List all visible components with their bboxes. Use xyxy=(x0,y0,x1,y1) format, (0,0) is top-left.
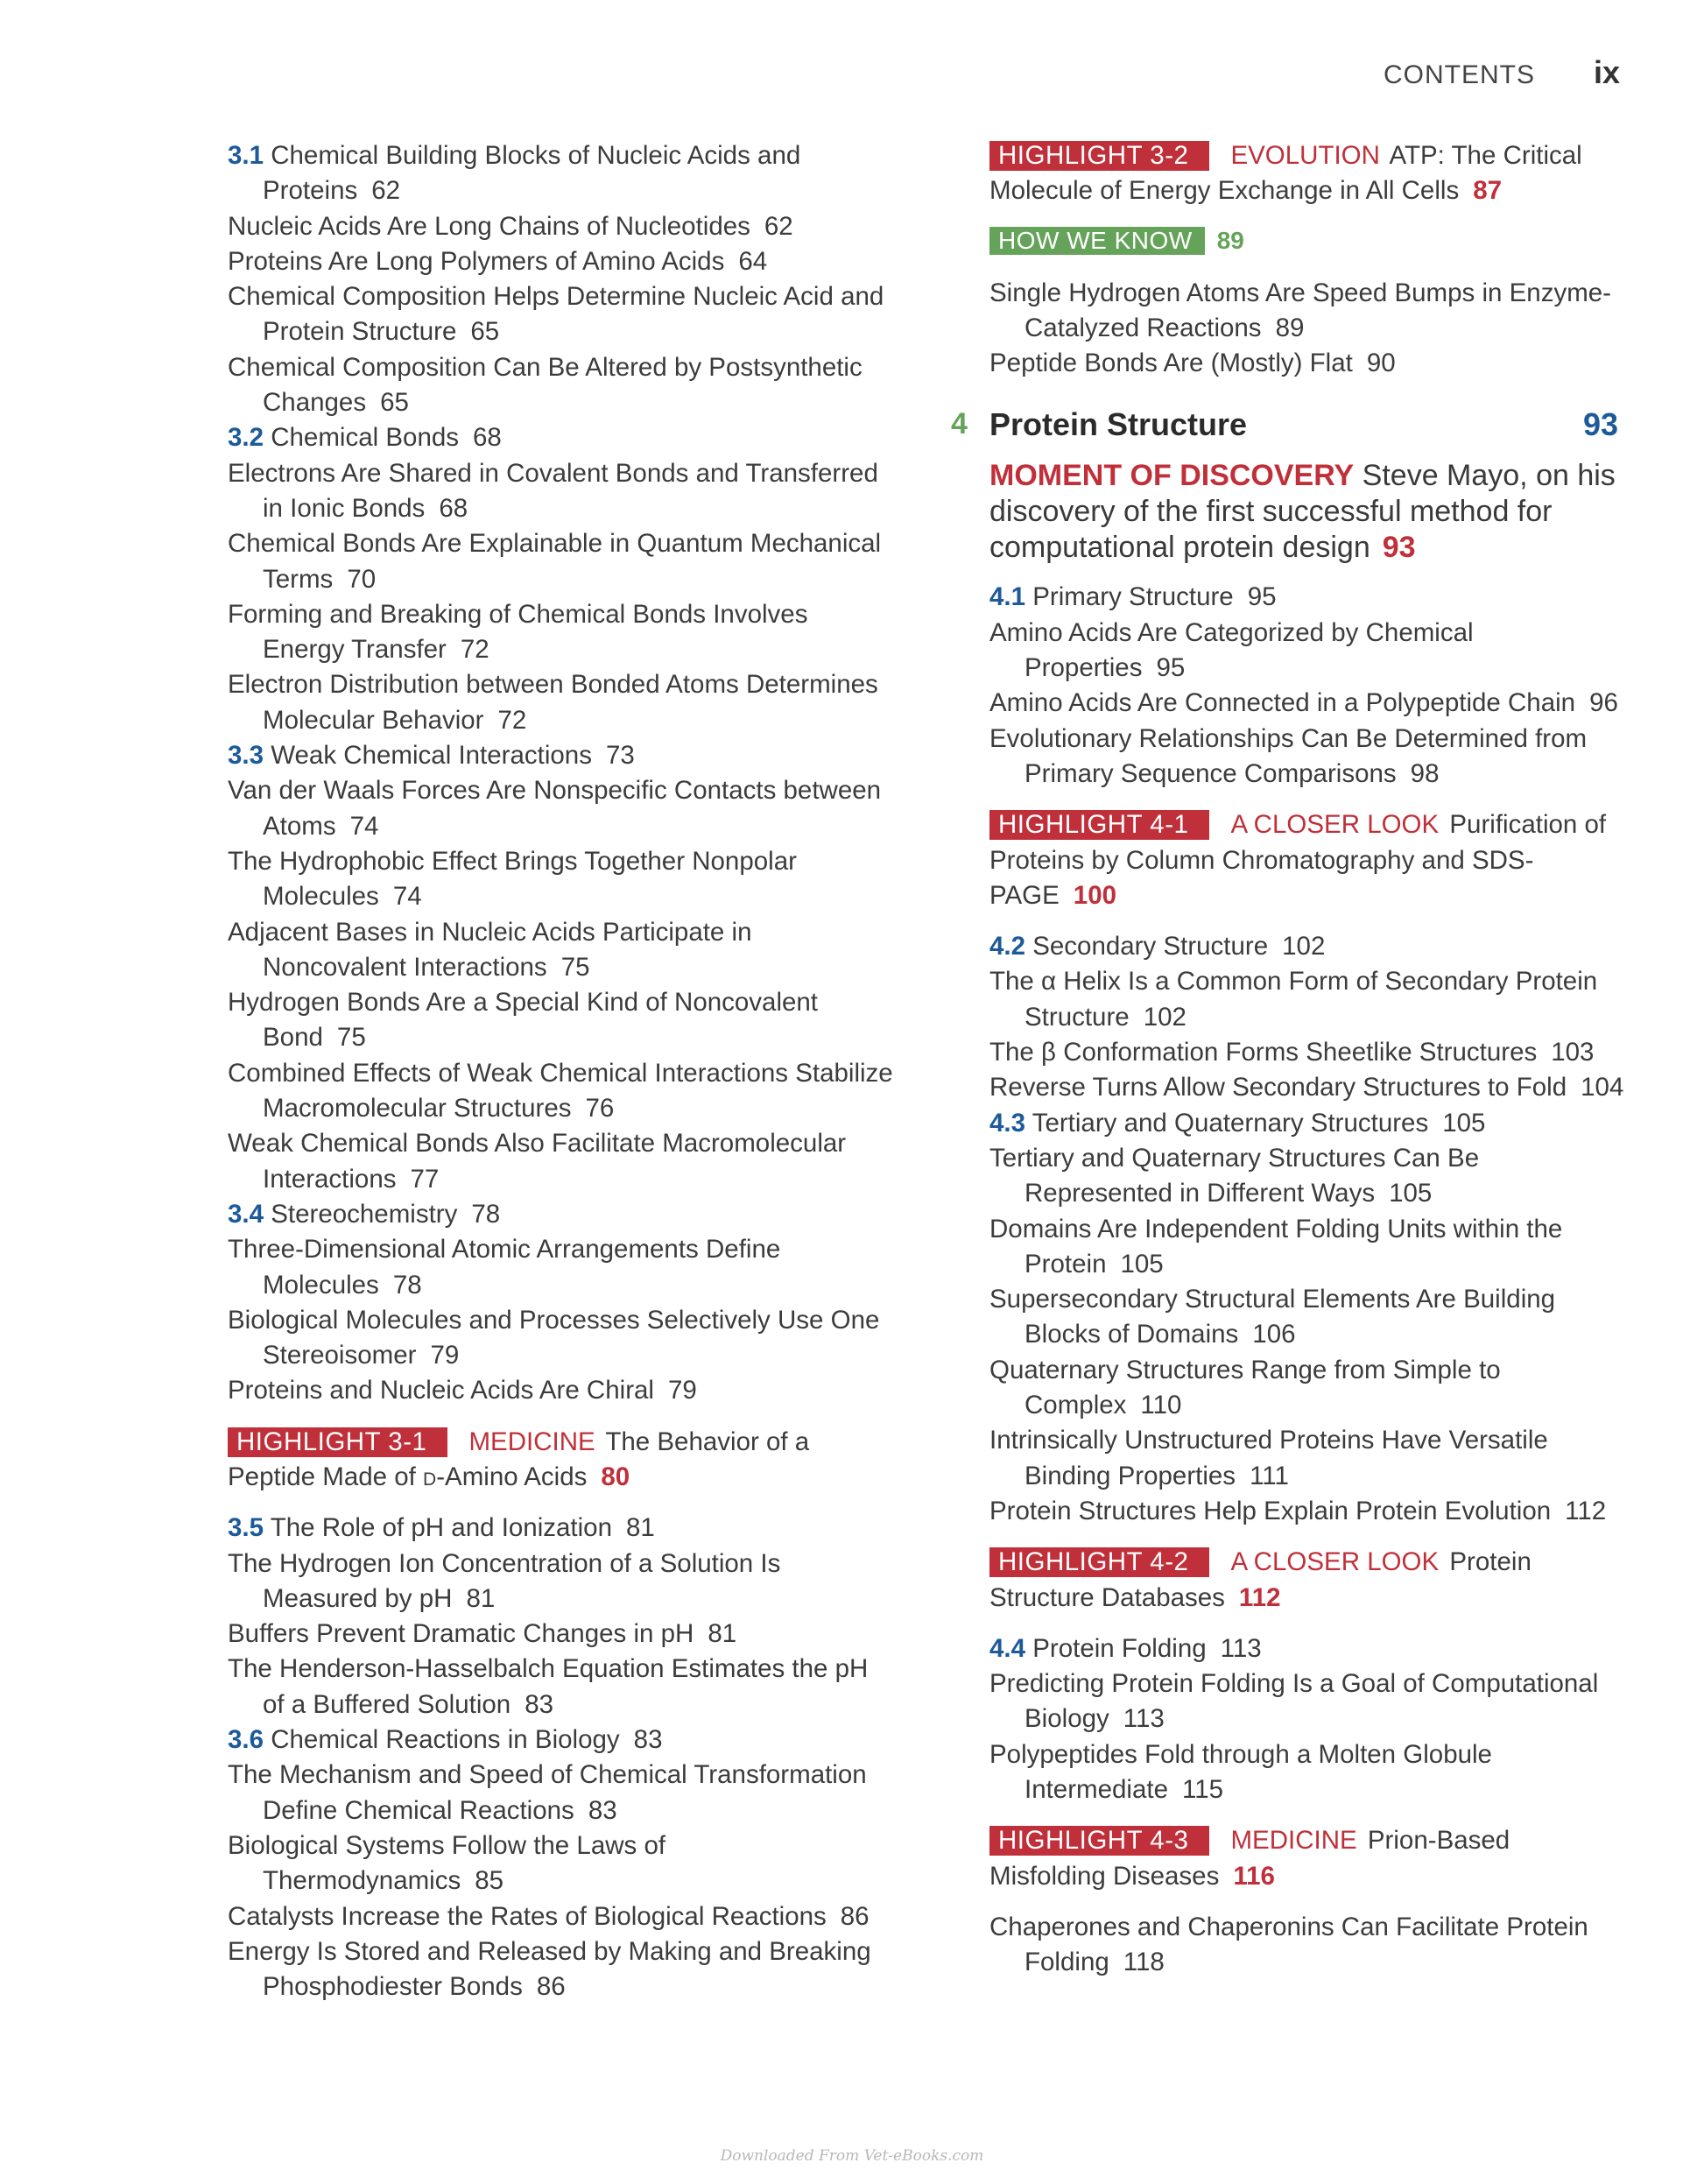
entry-page: 70 xyxy=(347,564,377,594)
toc-list-left-a xyxy=(228,138,893,1409)
moment-label: MOMENT OF DISCOVERY xyxy=(989,459,1355,493)
entry-page: 68 xyxy=(439,493,468,523)
entry-page: 83 xyxy=(588,1795,617,1825)
entry-page: 74 xyxy=(349,811,379,841)
highlight-category: A CLOSER LOOK xyxy=(1230,1547,1440,1577)
chapter-number: 4 xyxy=(951,407,968,441)
highlight-4-3[interactable] xyxy=(989,1823,1629,1894)
section-number: 3.3 xyxy=(228,741,264,771)
entry-page: 102 xyxy=(1143,1002,1186,1032)
toc-entry[interactable] xyxy=(228,1303,893,1374)
toc-entry[interactable] xyxy=(228,667,893,738)
entry-page: 64 xyxy=(738,246,768,276)
highlight-title-part: The Behavior of a Peptide Made of xyxy=(228,1427,810,1491)
entry-title: Chemical Bonds xyxy=(271,423,460,453)
entry-title: Single Hydrogen Atoms Are Speed Bumps in Enzyme-Catalyzed Reactions xyxy=(989,278,1612,342)
entry-page: 76 xyxy=(585,1094,615,1124)
entry-page: 85 xyxy=(475,1866,504,1896)
toc-entry[interactable] xyxy=(228,1373,893,1408)
section-number: 4.2 xyxy=(989,932,1026,962)
toc-entry[interactable] xyxy=(989,1353,1629,1424)
toc-section-entry[interactable] xyxy=(228,420,893,455)
entry-page: 95 xyxy=(1247,582,1277,612)
toc-list-right-e xyxy=(989,1910,1629,1981)
toc-section-entry[interactable] xyxy=(228,1197,893,1232)
highlight-category: A CLOSER LOOK xyxy=(1230,810,1440,840)
entry-page: 83 xyxy=(633,1725,663,1755)
toc-section-entry[interactable] xyxy=(989,1631,1629,1666)
entry-page: 95 xyxy=(1156,653,1186,683)
entry-title: Quaternary Structures Range from Simple to Complex xyxy=(989,1355,1501,1420)
toc-list-left-b xyxy=(228,1511,893,2004)
section-number: 4.4 xyxy=(989,1633,1026,1663)
toc-entry[interactable] xyxy=(228,1126,893,1197)
entry-page: 62 xyxy=(764,211,793,241)
entry-title: Proteins and Nucleic Acids Are Chiral xyxy=(228,1376,654,1406)
entry-title: Amino Acids Are Connected in a Polypeptide Chain xyxy=(989,688,1576,718)
toc-entry[interactable] xyxy=(989,1666,1629,1737)
toc-entry[interactable] xyxy=(228,279,893,350)
entry-title: Peptide Bonds Are (Mostly) Flat xyxy=(989,349,1353,378)
toc-entry[interactable] xyxy=(228,209,893,244)
toc-list-right-d xyxy=(989,1631,1629,1807)
entry-title: Chemical Reactions in Biology xyxy=(271,1725,620,1755)
entry-page: 68 xyxy=(473,423,502,453)
entry-title: Van der Waals Forces Are Nonspecific Contacts between Atoms xyxy=(228,776,882,841)
toc-list-right-b xyxy=(989,580,1629,792)
toc-section-entry[interactable] xyxy=(228,138,893,209)
toc-entry[interactable] xyxy=(228,1232,893,1303)
entry-title: The Role of pH and Ionization xyxy=(270,1513,612,1543)
entry-page: 81 xyxy=(466,1583,496,1613)
highlight-3-1[interactable] xyxy=(228,1425,893,1496)
section-number: 4.1 xyxy=(989,582,1026,612)
entry-title: Evolutionary Relationships Can Be Determined from Primary Sequence Comparisons xyxy=(989,723,1588,788)
highlight-category: EVOLUTION xyxy=(1230,141,1380,170)
entry-title: Combined Effects of Weak Chemical Interactions Stabilize Macromolecular Structures xyxy=(228,1058,893,1124)
toc-entry[interactable] xyxy=(989,964,1629,1035)
chapter-page: 93 xyxy=(1582,406,1618,443)
entry-title: The Mechanism and Speed of Chemical Transformation Define Chemical Reactions xyxy=(228,1760,867,1825)
toc-entry[interactable] xyxy=(228,1056,893,1127)
watermark: Downloaded From Vet-eBooks.com xyxy=(720,2147,984,2165)
entry-page: 77 xyxy=(410,1164,440,1194)
highlight-page: 87 xyxy=(1473,176,1503,206)
entry-page: 81 xyxy=(626,1513,655,1543)
entry-page: 104 xyxy=(1581,1073,1624,1103)
entry-page: 113 xyxy=(1220,1633,1262,1663)
section-number: 3.5 xyxy=(228,1513,264,1543)
entry-page: 105 xyxy=(1120,1249,1164,1279)
entry-page: 65 xyxy=(470,317,500,347)
entry-title: The Hydrogen Ion Concentration of a Solution Is Measured by pH xyxy=(228,1548,781,1613)
toc-entry[interactable] xyxy=(989,1494,1629,1529)
entry-title: Amino Acids Are Categorized by Chemical Properties xyxy=(989,617,1474,683)
running-header xyxy=(1384,54,1620,98)
entry-page: 78 xyxy=(471,1199,501,1229)
entry-title: Hydrogen Bonds Are a Special Kind of Noncovalent Bond xyxy=(228,988,819,1053)
highlight-page: 80 xyxy=(601,1462,630,1491)
entry-title: Predicting Protein Folding Is a Goal of Computational Biology xyxy=(989,1669,1599,1734)
entry-title: Reverse Turns Allow Secondary Structures to Fold xyxy=(989,1073,1567,1103)
toc-entry[interactable] xyxy=(228,773,893,844)
entry-page: 73 xyxy=(605,741,635,771)
entry-title: The Hydrophobic Effect Brings Together Nonpolar Molecules xyxy=(228,846,797,912)
entry-page: 79 xyxy=(430,1341,460,1370)
toc-entry[interactable] xyxy=(989,1910,1629,1981)
highlight-4-2[interactable] xyxy=(989,1545,1629,1616)
toc-entry[interactable] xyxy=(989,1035,1629,1070)
toc-entry[interactable] xyxy=(989,686,1629,721)
toc-entry[interactable] xyxy=(228,456,893,527)
toc-entry[interactable] xyxy=(228,1617,893,1652)
toc-entry[interactable] xyxy=(228,1828,893,1899)
highlight-4-1[interactable] xyxy=(989,807,1629,913)
toc-entry[interactable] xyxy=(228,597,893,668)
entry-page: 96 xyxy=(1589,688,1618,718)
entry-page: 115 xyxy=(1181,1774,1224,1804)
toc-entry[interactable] xyxy=(989,1423,1629,1494)
toc-list-right-a xyxy=(989,276,1629,382)
toc-entry[interactable] xyxy=(228,1934,893,2005)
toc-entry[interactable] xyxy=(989,1070,1629,1105)
entry-title: Energy Is Stored and Released by Making and Breaking Phosphodiester Bonds xyxy=(228,1936,871,2002)
toc-section-entry[interactable] xyxy=(228,738,893,773)
highlight-badge: HIGHLIGHT 3-2 xyxy=(989,141,1209,171)
how-we-know-badge: HOW WE KNOW xyxy=(989,227,1205,255)
entry-title: Nucleic Acids Are Long Chains of Nucleotides xyxy=(228,211,750,241)
moment-text: Steve Mayo, on his discovery of the first successful method for computational protein design xyxy=(989,459,1616,565)
entry-title: Tertiary and Quaternary Structures Can Be Represented in Different Ways xyxy=(989,1143,1480,1208)
toc-entry[interactable] xyxy=(228,1652,893,1723)
highlight-category: MEDICINE xyxy=(1230,1826,1357,1856)
toc-entry[interactable] xyxy=(989,1737,1629,1808)
highlight-3-2[interactable] xyxy=(989,138,1629,209)
entry-title: The α Helix Is a Common Form of Secondary Protein Structure xyxy=(989,967,1598,1032)
entry-title: Weak Chemical Interactions xyxy=(271,741,592,771)
how-we-know[interactable] xyxy=(989,225,1629,257)
entry-page: 75 xyxy=(560,952,590,982)
toc-list-right-c xyxy=(989,929,1629,1529)
toc-section-entry[interactable] xyxy=(989,1106,1629,1141)
moment-page: 93 xyxy=(1382,531,1416,565)
entry-title: Secondary Structure xyxy=(1032,932,1269,962)
page-number: ix xyxy=(1593,54,1620,90)
highlight-page: 100 xyxy=(1073,880,1117,910)
entry-title: Chemical Bonds Are Explainable in Quantum Mechanical Terms xyxy=(228,529,882,594)
entry-page: 98 xyxy=(1410,758,1440,788)
entry-title: Chemical Composition Helps Determine Nucleic Acid and Protein Structure xyxy=(228,282,884,347)
toc-entry[interactable] xyxy=(228,350,893,421)
highlight-title: Protein Structure Databases xyxy=(989,1547,1531,1612)
entry-title: Domains Are Independent Folding Units within the Protein xyxy=(989,1214,1563,1279)
entry-title: Adjacent Bases in Nucleic Acids Participate in Noncovalent Interactions xyxy=(228,917,752,982)
entry-title: Three-Dimensional Atomic Arrangements Define Molecules xyxy=(228,1235,781,1300)
entry-title: The β Conformation Forms Sheetlike Structures xyxy=(989,1038,1538,1067)
highlight-category: MEDICINE xyxy=(468,1427,595,1456)
entry-page: 81 xyxy=(708,1619,737,1649)
toc-section-entry[interactable] xyxy=(228,1511,893,1546)
toc-entry[interactable] xyxy=(228,844,893,915)
toc-entry[interactable] xyxy=(989,276,1629,347)
section-number: 3.6 xyxy=(228,1725,264,1755)
entry-page: 72 xyxy=(460,635,489,665)
highlight-title: ATP: The Critical Molecule of Energy Exchange in All Cells xyxy=(989,141,1582,206)
entry-page: 79 xyxy=(667,1376,697,1406)
entry-title: Protein Folding xyxy=(1032,1633,1207,1663)
chapter-heading[interactable] xyxy=(951,404,1629,449)
entry-title: Buffers Prevent Dramatic Changes in pH xyxy=(228,1619,694,1649)
toc-entry[interactable] xyxy=(989,1282,1629,1353)
toc-section-entry[interactable] xyxy=(989,929,1629,964)
toc-entry[interactable] xyxy=(228,526,893,597)
toc-entry[interactable] xyxy=(989,1141,1629,1212)
highlight-title: Prion-Based Misfolding Diseases xyxy=(989,1826,1510,1891)
entry-page: 86 xyxy=(536,1972,566,2002)
entry-page: 72 xyxy=(497,705,527,735)
entry-page: 78 xyxy=(392,1270,422,1300)
entry-page: 75 xyxy=(336,1023,366,1053)
entry-title: Biological Systems Follow the Laws of Thermodynamics xyxy=(228,1830,666,1896)
entry-title: Forming and Breaking of Chemical Bonds Involves Energy Transfer xyxy=(228,599,808,665)
highlight-badge: HIGHLIGHT 3-1 xyxy=(228,1427,447,1457)
entry-title: Weak Chemical Bonds Also Facilitate Macromolecular Interactions xyxy=(228,1129,847,1194)
toc-entry[interactable] xyxy=(228,1546,893,1617)
chapter-title: Protein Structure xyxy=(989,406,1248,443)
entry-title: Electrons Are Shared in Covalent Bonds and Transferred in Ionic Bonds xyxy=(228,458,878,523)
toc-entry[interactable] xyxy=(989,616,1629,687)
highlight-title: Purification of Proteins by Column Chromatography and SDS-PAGE xyxy=(989,810,1607,910)
entry-page: 112 xyxy=(1565,1496,1607,1525)
entry-page: 65 xyxy=(380,388,409,418)
toc-entry[interactable] xyxy=(989,346,1629,381)
toc-section-entry[interactable] xyxy=(228,1723,893,1758)
entry-page: 74 xyxy=(392,882,422,912)
highlight-title-part: -Amino Acids xyxy=(436,1462,588,1491)
section-number: 4.3 xyxy=(989,1108,1026,1138)
entry-page: 90 xyxy=(1366,349,1396,378)
toc-entry[interactable] xyxy=(228,1899,893,1934)
right-column xyxy=(951,138,1629,1980)
entry-page: 86 xyxy=(840,1901,870,1931)
highlight-title-smallcaps: d xyxy=(423,1462,437,1491)
toc-entry[interactable] xyxy=(228,244,893,279)
toc-entry[interactable] xyxy=(228,915,893,986)
entry-title: Chaperones and Chaperonins Can Facilitate Protein Folding xyxy=(989,1912,1588,1977)
section-number: 3.2 xyxy=(228,423,264,453)
entry-page: 113 xyxy=(1123,1704,1165,1734)
entry-title: Catalysts Increase the Rates of Biological Reactions xyxy=(228,1901,827,1931)
toc-entry[interactable] xyxy=(989,1212,1629,1283)
toc-entry[interactable] xyxy=(228,1758,893,1828)
entry-title: Chemical Composition Can Be Altered by Postsynthetic Changes xyxy=(228,352,863,418)
entry-page: 83 xyxy=(525,1689,554,1719)
entry-title: The Henderson-Hasselbalch Equation Estimates the pH of a Buffered Solution xyxy=(228,1654,869,1719)
highlight-badge: HIGHLIGHT 4-1 xyxy=(989,810,1209,840)
entry-title: Electron Distribution between Bonded Atoms Determines Molecular Behavior xyxy=(228,670,878,735)
entry-title: Intrinsically Unstructured Proteins Have Versatile Binding Properties xyxy=(989,1426,1548,1490)
entry-title: Proteins Are Long Polymers of Amino Acids xyxy=(228,246,725,276)
entry-title: Polypeptides Fold through a Molten Globule Intermediate xyxy=(989,1739,1492,1804)
section-number: 3.4 xyxy=(228,1199,264,1229)
how-we-know-page: 89 xyxy=(1216,226,1244,254)
entry-title: Protein Structures Help Explain Protein Evolution xyxy=(989,1496,1552,1525)
entry-title: Tertiary and Quaternary Structures xyxy=(1032,1108,1429,1138)
entry-title: Primary Structure xyxy=(1032,582,1234,612)
entry-title: Supersecondary Structural Elements Are Building Blocks of Domains xyxy=(989,1285,1556,1349)
entry-title: Stereochemistry xyxy=(271,1199,458,1229)
entry-page: 106 xyxy=(1252,1320,1296,1349)
section-number: 3.1 xyxy=(228,141,264,170)
entry-page: 110 xyxy=(1140,1391,1182,1420)
moment-of-discovery[interactable] xyxy=(989,458,1629,566)
entry-page: 105 xyxy=(1389,1179,1433,1208)
running-header-label: CONTENTS xyxy=(1384,60,1535,89)
entry-title: Chemical Building Blocks of Nucleic Acids and Proteins xyxy=(263,141,801,206)
toc-entry[interactable] xyxy=(228,985,893,1056)
highlight-page: 112 xyxy=(1238,1582,1281,1612)
entry-page: 118 xyxy=(1123,1948,1165,1977)
highlight-badge: HIGHLIGHT 4-3 xyxy=(989,1826,1209,1856)
toc-section-entry[interactable] xyxy=(989,580,1629,615)
entry-page: 89 xyxy=(1275,313,1305,342)
entry-page: 62 xyxy=(371,176,401,206)
left-column xyxy=(228,138,893,2004)
entry-page: 103 xyxy=(1551,1038,1595,1067)
highlight-page: 116 xyxy=(1233,1861,1275,1891)
entry-title: Biological Molecules and Processes Selectively Use One Stereoisomer xyxy=(228,1305,880,1370)
entry-page: 102 xyxy=(1282,932,1326,962)
highlight-badge: HIGHLIGHT 4-2 xyxy=(989,1547,1209,1577)
entry-page: 105 xyxy=(1442,1108,1486,1138)
entry-page: 111 xyxy=(1250,1461,1289,1490)
toc-entry[interactable] xyxy=(989,722,1629,793)
